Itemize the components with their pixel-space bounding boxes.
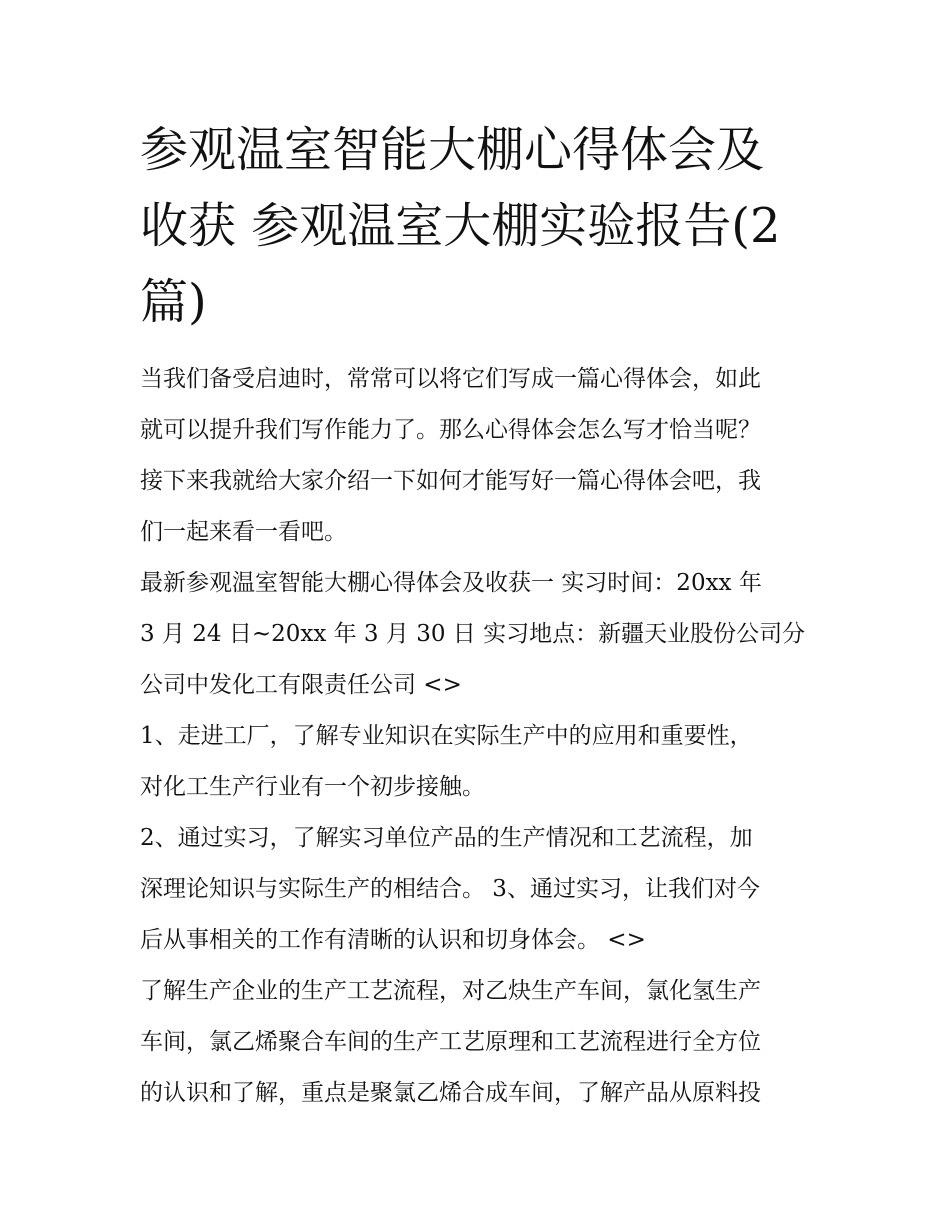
body-line: 最新参观温室智能大棚心得体会及收获一 实习时间：20xx 年 (140, 570, 762, 596)
body-line: 车间，氯乙烯聚合车间的生产工艺原理和工艺流程进行全方位 (140, 1029, 761, 1055)
body-line: 1、走进工厂，了解专业知识在实际生产中的应用和重要性， (140, 723, 753, 749)
body-line: 公司中发化工有限责任公司 <> (140, 672, 462, 698)
body-line: 当我们备受启迪时，常常可以将它们写成一篇心得体会，如此 (140, 366, 761, 392)
body-line: 对化工生产行业有一个初步接触。 (140, 774, 485, 800)
body-line: 后从事相关的工作有清晰的认识和切身体会。 <> (140, 927, 646, 953)
body-line: 了解生产企业的生产工艺流程，对乙炔生产车间，氯化氢生产 (140, 978, 761, 1004)
document-title (140, 112, 820, 340)
body-line: 接下来我就给大家介绍一下如何才能写好一篇心得体会吧，我 (140, 468, 761, 494)
title-line: 篇) (140, 274, 207, 330)
body-line: 就可以提升我们写作能力了。那么心得体会怎么写才恰当呢？ (140, 417, 761, 443)
body-line: 2、通过实习，了解实习单位产品的生产情况和工艺流程，加 (140, 825, 753, 851)
body-line: 的认识和了解，重点是聚氯乙烯合成车间，了解产品从原料投 (140, 1080, 761, 1106)
title-line: 参观温室智能大棚心得体会及 (140, 122, 765, 178)
body-line: 们一起来看一看吧。 (140, 519, 347, 545)
body-line: 深理论知识与实际生产的相结合。 3、通过实习，让我们对今 (140, 876, 760, 902)
document-body (140, 354, 820, 1119)
title-line: 收获 参观温室大棚实验报告(2 (140, 198, 781, 254)
body-line: 3 月 24 日~20xx 年 3 月 30 日 实习地点：新疆天业股份公司分 (140, 621, 806, 647)
